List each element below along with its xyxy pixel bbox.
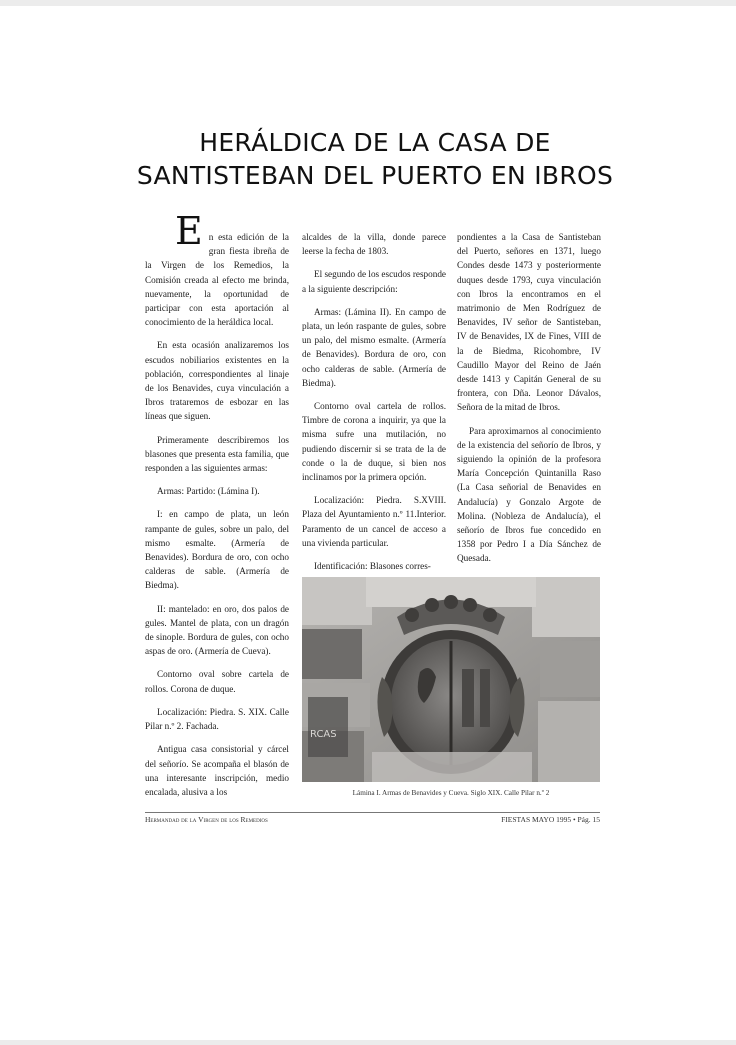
paragraph: Armas: Partido: (Lámina I). (157, 486, 260, 497)
paragraph: pondientes a la Casa de Santisteban del Puerto, señores en 1371, luego Condes desde 1473 y posteriormente duques desde 1793, cuya vinculación con Ibros la encontramos en el matrimonio de Men Rodríguez de Benavides, IV señor de Santisteban, IV de Benavides, IX de Fines, VIII de la de Biedma, Ricohombre, IV Caudillo Mayor del Reino de Jaén desde 1413 y Capitán General de su frontera, con Dña. Leonor Dávalos, Señora de la mitad de Ibros. (457, 232, 601, 413)
svg-text:RCAS: RCAS (310, 729, 337, 740)
paragraph: Para aproximarnos al conocimiento de la existencia del señorío de Ibros, y siguiendo la opinión de la profesora María Concepción Quintanilla Raso (La Casa señorial de Benavides en Andalucía) y Gonzalo Argote de Molina. (Nobleza de Andalucía), el señorío de Ibros fue concedido en 1358 por Pedro I a Día Sánchez de Quesada. (457, 425, 601, 564)
paragraph: Contorno oval cartela de rollos. Timbre de corona a inquirir, ya que la misma sufre una mutilación, no pudiendo discernir si se trata de la de conde o la de duque, si bien nos inclinamos por la primera opción. (302, 401, 446, 483)
paragraph-text: n esta edición de la gran fiesta ibreña de la Virgen de los Remedios, la Comisión creada al efecto me brinda, nuevamente, la oportunidad de participar con esta aportación al conocimiento de la heráldica local. (145, 232, 289, 328)
top-edge (0, 0, 736, 6)
drop-cap: E (175, 209, 203, 253)
text-column-1 (145, 209, 289, 808)
coat-of-arms-photo (302, 577, 600, 782)
paragraph: El segundo de los escudos responde a la siguiente descripción: (302, 269, 446, 294)
footer-publisher: Hermandad de la Virgen de los Remedios (145, 815, 268, 824)
paragraph: Primeramente describiremos los blasones que presenta esta familia, que responden a las siguientes armas: (145, 434, 289, 474)
paragraph: Localización: Piedra. S. XIX. Calle Pilar n.º 2. Fachada. (145, 706, 289, 732)
text-column-2 (302, 230, 446, 582)
bottom-edge (0, 1040, 736, 1045)
paragraph (145, 209, 289, 329)
text-column-3 (457, 230, 601, 575)
paragraph: Localización: Piedra. S.XVIII. Plaza del Ayuntamiento n.º 11.Interior. Paramento de un cancel de acceso a una vivienda particular. (302, 495, 446, 548)
footer-rule (145, 812, 600, 813)
paragraph: alcaldes de la villa, donde parece leerse la fecha de 1803. (302, 232, 446, 257)
photo-caption: Lámina I. Armas de Benavides y Cueva. Siglo XIX. Calle Pilar n.º 2 (352, 789, 550, 797)
article-title (100, 126, 650, 192)
paragraph: Contorno oval sobre cartela de rollos. Corona de duque. (145, 669, 289, 694)
paragraph: Armas: (Lámina II). En campo de plata, un león raspante de gules, sobre un palo, del mismo esmalte. (Armería de Benavides). Bordura de oro, con ocho calderas de sable. (Armería de Biedma). (302, 306, 446, 388)
paragraph: Identificación: Blasones corres- (314, 561, 431, 572)
title-line-1: HERÁLDICA DE LA CASA DE (199, 128, 551, 157)
title-line-2: SANTISTEBAN DEL PUERTO EN IBROS (136, 161, 614, 190)
paragraph: Antigua casa consistorial y cárcel del señorío. Se acompaña el blasón de una interesante inscripción, medio encalada, alusiva a los (145, 744, 289, 797)
paragraph: II: mantelado: en oro, dos palos de gules. Mantel de plata, con un dragón de sinople. Bordura de gules, con ocho aspas de oro. (Armería de Cueva). (145, 603, 289, 657)
paragraph: I: en campo de plata, un león rampante de gules, sobre un palo, del mismo esmalte. (Armería de Benavides). Bordura de oro, con ocho calderas de sable. (Armería de Biedma). (145, 509, 289, 591)
coat-of-arms-image (302, 577, 600, 782)
footer-page-info: FIESTAS MAYO 1995 • Pág. 15 (501, 815, 600, 824)
paragraph: En esta ocasión analizaremos los escudos nobiliarios existentes en la población, correspondientes al linaje de los Benavides, cuya vinculación a Ibros trataremos de esbozar en las líneas que siguen. (145, 340, 289, 422)
